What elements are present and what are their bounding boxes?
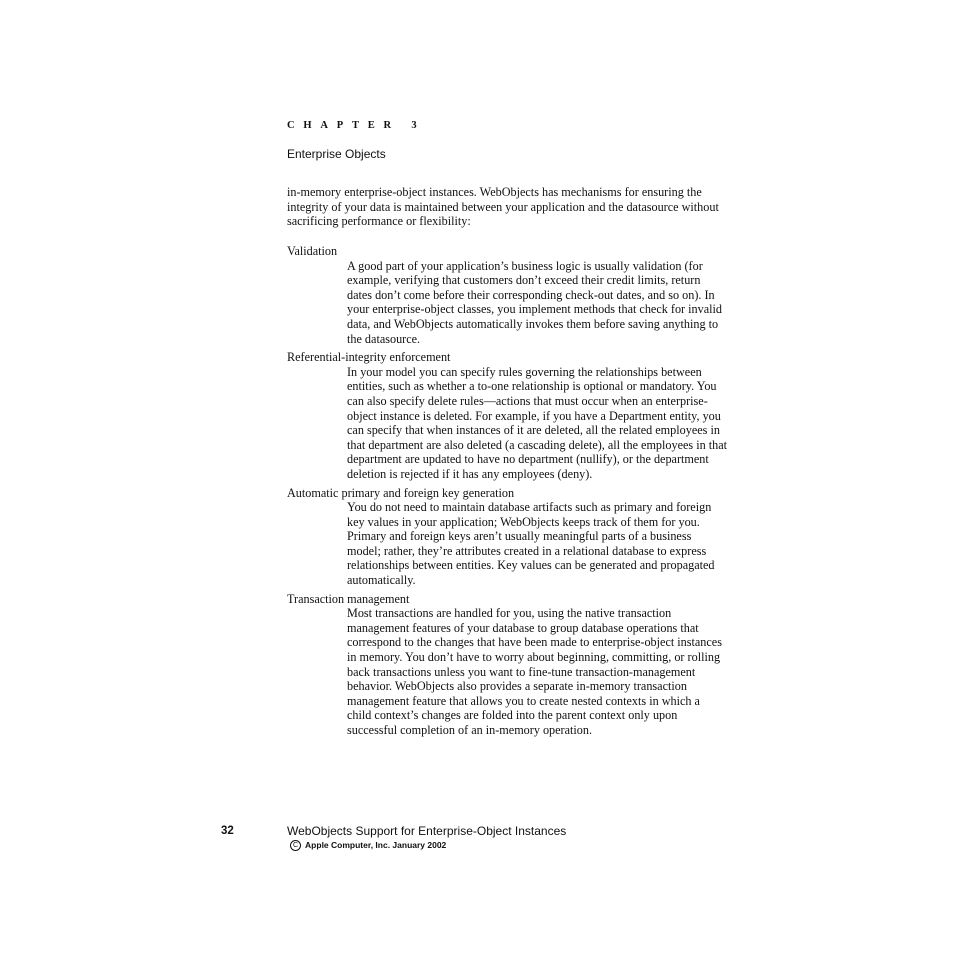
definition-list <box>287 244 727 742</box>
chapter-title: Enterprise Objects <box>287 147 386 161</box>
definition-validation: A good part of your application’s business logic is usually validation (for example, verifying that customers don’t exceed their credit limits, return dates don’t come before their corresponding check-out dates, and so on). In your enterprise-object classes, you implement methods that check for invalid data, and WebObjects automatically invokes them before saving anything to the datasource. <box>347 258 722 346</box>
footer-title: WebObjects Support for Enterprise-Object Instances <box>287 824 567 838</box>
copyright-text: Apple Computer, Inc. January 2002 <box>305 840 447 850</box>
intro-paragraph: in-memory enterprise-object instances. WebObjects has mechanisms for ensuring the integrity of your data is maintained between your application and the datasource without sacrificing performance or flexibility: <box>287 185 719 229</box>
definition-referential-integrity: In your model you can specify rules governing the relationships between entities, such as whether a to-one relationship is optional or mandatory. You can also specify delete rules—actions that must occur when an enterprise-object instance is deleted. For example, if you have a Department entity, you can specify that when instances of it are deleted, all the related employees in that department are also deleted (a cascading delete), all the employees in that department are updated to have no department (nullify), or the department deletion is rejected if it has any employees (deny). <box>347 364 728 481</box>
definition-key-generation: You do not need to maintain database artifacts such as primary and foreign key values in your application; WebObjects keeps track of them for you. Primary and foreign keys aren’t usually meaningful parts of a business model; rather, they’re attributes created in a relational database to express relationships between entities. Key values can be generated and propagated automatically. <box>347 500 715 588</box>
copyright-icon: C <box>290 840 301 851</box>
term-transaction-management: Transaction management <box>287 591 410 606</box>
chapter-label: CHAPTER 3 <box>287 120 426 131</box>
term-validation: Validation <box>287 244 338 258</box>
term-referential-integrity: Referential-integrity enforcement <box>287 350 451 365</box>
definition-transaction-management: Most transactions are handled for you, using the native transaction management features of your database to group database operations that correspond to the changes that have been made to enterprise-object instances in memory. You don’t have to worry about beginning, committing, or rolling back transactions unless you want to fine-tune transaction-management behavior. WebObjects also provides a separate in-memory transaction management feature that allows you to create nested contexts in which a child context’s changes are folded into the parent context only upon successful completion of an in-memory operation. <box>347 606 722 737</box>
page-number: 32 <box>221 825 234 837</box>
term-key-generation: Automatic primary and foreign key generation <box>287 485 515 500</box>
copyright-line <box>290 840 446 851</box>
